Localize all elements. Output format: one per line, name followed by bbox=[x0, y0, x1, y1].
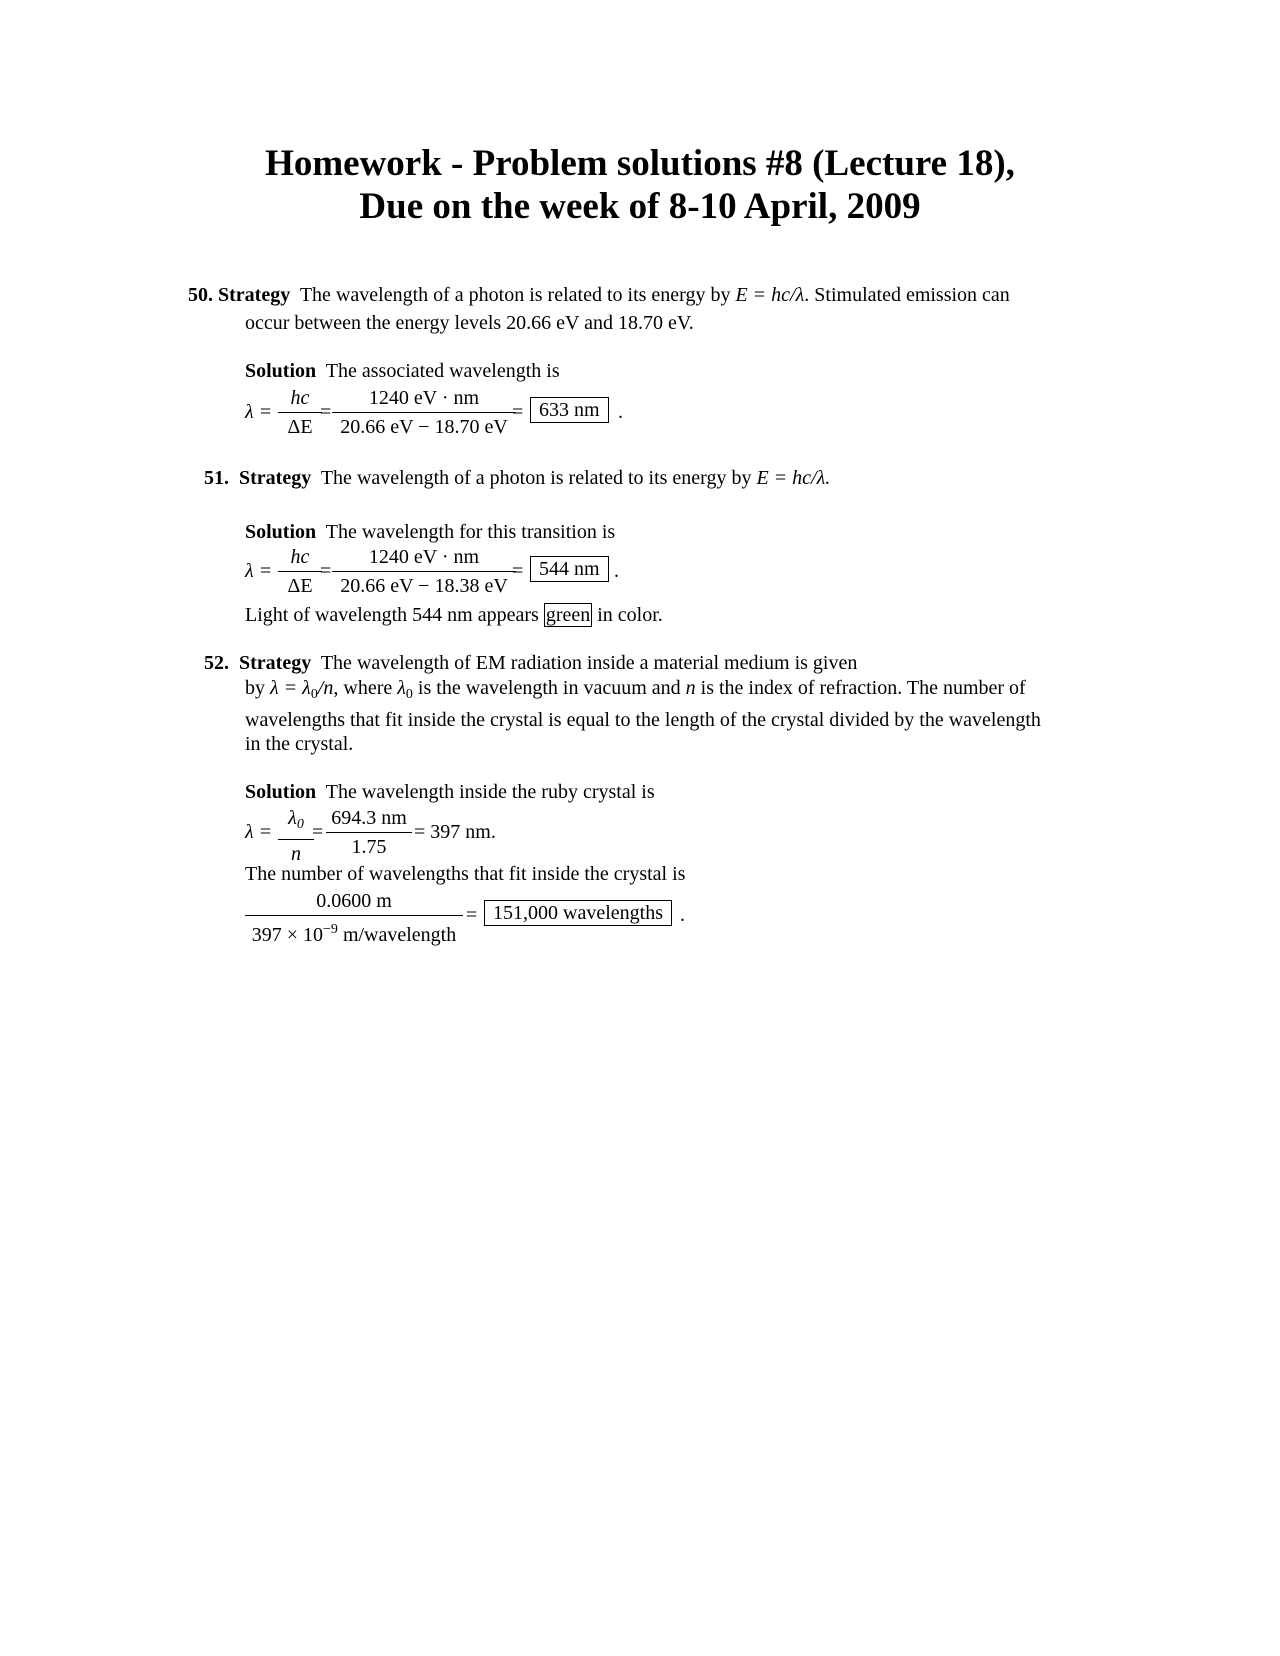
answer-box: 633 nm bbox=[530, 398, 609, 422]
solution-text: The wavelength for this transition is bbox=[325, 521, 616, 543]
problem-50-solution bbox=[245, 359, 560, 383]
solution-label: Solution bbox=[245, 781, 317, 803]
solution-text: The associated wavelength is bbox=[325, 360, 560, 382]
fraction-energy-values: $\frac{1240 eV \cdot nm}{20.66 eV - 18.70 eV}$ bbox=[332, 386, 516, 439]
fraction-energy-values: $\frac{1240 eV \cdot nm}{20.66 eV - 18.38 eV}$ bbox=[332, 545, 516, 598]
equals-sign: = bbox=[466, 904, 478, 926]
problem-52-strategy-line4: in the crystal. bbox=[245, 733, 354, 755]
equals-sign: = bbox=[320, 560, 332, 582]
strategy-text: The wavelength of EM radiation inside a material medium is given bbox=[320, 652, 858, 674]
fraction-lambda0-over-n: $\frac{\lambda_0}{n}$ bbox=[278, 806, 314, 866]
equals-sign: = bbox=[312, 821, 324, 843]
strategy-label: Strategy bbox=[239, 467, 312, 489]
solution-label: Solution bbox=[245, 521, 317, 543]
equation-lhs: λ = bbox=[245, 560, 273, 582]
page-title-line1: Homework - Problem solutions #8 (Lecture 18), bbox=[265, 143, 1015, 184]
period: . bbox=[614, 560, 619, 582]
problem-50-strategy-line2: occur between the energy levels 20.66 eV and 18.70 eV. bbox=[245, 312, 694, 334]
answer-box: 151,000 wavelengths bbox=[484, 901, 672, 925]
equals-sign: = bbox=[512, 401, 524, 423]
period: . bbox=[680, 904, 685, 926]
strategy-label: Strategy bbox=[239, 652, 312, 674]
problem-51-strategy bbox=[204, 466, 830, 490]
equation-lhs: λ = bbox=[245, 401, 273, 423]
strategy-text: The wavelength of a photon is related to its energy by bbox=[320, 467, 752, 489]
strategy-text-end: . Stimulated emission can bbox=[804, 284, 1010, 306]
problem-52-solution bbox=[245, 780, 655, 804]
fraction-hc-over-deltaE: $\frac{hc}{\Delta E}$ bbox=[278, 545, 322, 598]
energy-formula: E = hc/λ bbox=[735, 284, 805, 306]
fraction-hc-over-deltaE: $\frac{hc}{\Delta E}$ bbox=[278, 386, 322, 439]
wavelength-result: = 397 nm. bbox=[414, 821, 496, 843]
color-answer-box: green bbox=[545, 604, 591, 626]
problem-51-solution bbox=[245, 520, 615, 544]
fraction-wavelength-index: $\frac{694.3 nm}{1.75}$ bbox=[326, 806, 412, 859]
period: . bbox=[618, 401, 623, 423]
strategy-text: The wavelength of a photon is related to its energy by bbox=[299, 284, 731, 306]
problem-number: 52. bbox=[204, 652, 229, 674]
solution-text: The wavelength inside the ruby crystal is bbox=[325, 781, 655, 803]
solution-label: Solution bbox=[245, 360, 317, 382]
page-title-line2: Due on the week of 8-10 April, 2009 bbox=[359, 186, 921, 227]
count-statement: The number of wavelengths that fit inside the crystal is bbox=[245, 863, 686, 885]
equals-sign: = bbox=[320, 401, 332, 423]
problem-50-strategy bbox=[188, 283, 1010, 307]
problem-52-strategy-line2: by $\lambda = \lambda_0/n$, where $\lambda_0$ is the wavelength in vacuum and n is the index of refraction. The number of bbox=[245, 677, 1026, 702]
problem-number: 51. bbox=[204, 467, 229, 489]
equation-lhs: λ = bbox=[245, 821, 273, 843]
fraction-length-over-wavelength: 0.0600 m $397 \times 10^{-9}$ m/wavelength bbox=[245, 889, 463, 947]
equals-sign: = bbox=[512, 560, 524, 582]
energy-formula: E = hc/λ. bbox=[756, 467, 831, 489]
problem-52-strategy bbox=[204, 651, 857, 675]
strategy-label: Strategy bbox=[218, 284, 291, 306]
answer-box: 544 nm bbox=[530, 557, 609, 581]
problem-52-strategy-line3: wavelengths that fit inside the crystal is equal to the length of the crystal divided by the wavelength bbox=[245, 709, 1041, 731]
color-statement: Light of wavelength 544 nm appears green in color. bbox=[245, 604, 663, 626]
problem-number: 50. bbox=[188, 284, 213, 306]
